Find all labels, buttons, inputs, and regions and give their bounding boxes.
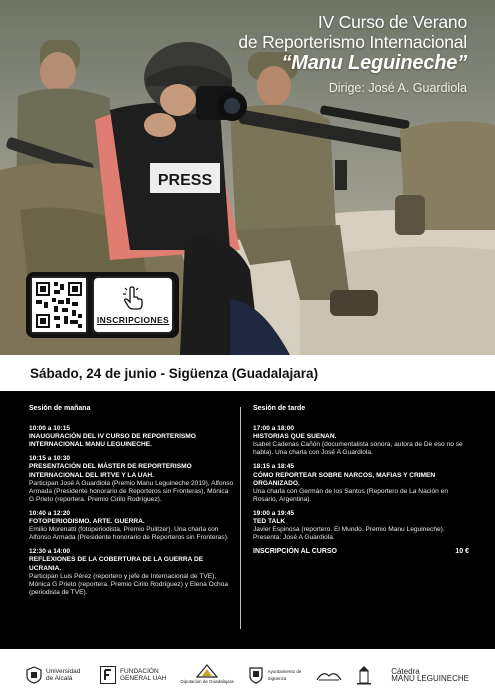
item-heading: INAUGURACIÓN DEL IV CURSO DE REPORTERISMO INTERNACIONAL MANU LEGUINECHE.: [29, 433, 196, 449]
logo-ayuntamiento-siguenza: [248, 666, 302, 684]
item-heading: PRESENTACIÓN DEL MÁSTER DE REPORTERISMO INTERNACIONAL DEL IRTVE Y LA UAH.: [29, 463, 192, 479]
item-time: 10:15 a 10:30: [29, 455, 71, 463]
program-section: [0, 391, 495, 649]
event-date-bar: [0, 355, 495, 391]
soldier-far-right: [395, 121, 495, 235]
item-description: Javier Espinosa (reportero. El Mundo. Premio Manu Leguineche). Presenta: José A Guardiola.: [253, 526, 445, 542]
item-heading: CÓMO REPORTEAR SOBRE NARCOS, MAFIAS Y CRIMEN ORGANIZADO.: [253, 471, 436, 487]
inscripciones-button[interactable]: [92, 276, 174, 334]
pointer-hand-icon: [122, 286, 144, 310]
program-item: [253, 510, 469, 542]
item-time: 12:30 a 14:00: [29, 548, 71, 556]
inscription-label: INSCRIPCIÓN AL CURSO: [253, 548, 338, 556]
item-heading: TED TALK: [253, 518, 286, 526]
afternoon-session: [253, 405, 469, 556]
logo-catedra-line1: Cátedra: [391, 666, 420, 676]
item-time: 18:15 a 18:45: [253, 463, 295, 471]
logo-universidad-alcala: [26, 666, 86, 684]
sponsor-mark-icon: [316, 668, 342, 682]
logo-fundacion-uah: [100, 666, 166, 684]
event-date-location: Sábado, 24 de junio - Sigüenza (Guadalajara): [30, 365, 319, 381]
course-title-line2: de Reporterismo Internacional: [238, 32, 467, 52]
diputacion-triangle-icon: [196, 664, 218, 678]
item-time: 19:00 a 19:45: [253, 509, 295, 517]
program-item: [253, 425, 469, 457]
item-description: Una charla con Germán de los Santos (Reportero de La Nación en Rosario, Argentina).: [253, 487, 448, 503]
university-crest-icon: [26, 666, 42, 684]
morning-session-title: Sesión de mañana: [29, 405, 91, 412]
program-item: [29, 455, 234, 504]
item-description: Participan José A Guardiola (Premio Manu Leguineche 2019), Alfonso Armada (Presidente honorario de Reporteros sin Fronteras), Mónica G Prieto (reportera. Premio Cirilo Rodríguez).: [29, 479, 234, 503]
inscripciones-label: INSCRIPCIONES: [96, 314, 170, 325]
logo-diputacion-guadalajara: [180, 664, 233, 685]
logo-sponsor-5: [316, 668, 342, 682]
item-time: 10:40 a 12:20: [29, 509, 71, 517]
item-heading: REFLEXIONES DE LA COBERTURA DE LA GUERRA DE UCRANIA.: [29, 556, 204, 572]
afternoon-session-title: Sesión de tarde: [253, 405, 306, 412]
qr-code[interactable]: [30, 276, 88, 334]
program-item: [29, 425, 234, 449]
qr-code-icon: [32, 278, 86, 332]
item-description: Emilio Morenatti (fotoperiodista, Premio Pulitzer). Una charla con Alfonso Armada (Presidente honorario de Reporteros sin Fronteras).: [29, 526, 229, 542]
logo-diputacion-text: Diputación de Guadalajara: [180, 679, 234, 684]
logo-catedra-line2: MANU LEGUINECHE: [391, 673, 469, 683]
item-time: 10:00 a 10:15: [29, 425, 71, 433]
item-heading: FOTOPERIODISMO. ARTE. GUERRA.: [29, 518, 145, 526]
logo-catedra-manu-leguineche: [391, 668, 469, 682]
logo-sponsor-6: [356, 665, 372, 685]
city-shield-icon: [248, 666, 264, 684]
inscription-price: 10 €: [455, 548, 469, 556]
logo-ayuntamiento-text: Ayuntamiento de Sigüenza: [267, 668, 302, 681]
course-director: Dirige: José A. Guardiola: [328, 81, 467, 95]
inscription-fee-row: [253, 548, 469, 556]
logo-fundacion-line2: GENERAL UAH: [120, 674, 167, 682]
tower-emblem-icon: [356, 665, 372, 685]
item-time: 17:00 a 18:00: [253, 425, 295, 433]
item-description: Isabel Cadenas Cañón (documentalista sonora, autora de De eso no se habla). Una charla con José A Guardiola.: [253, 441, 463, 457]
course-title-block: [238, 12, 467, 97]
program-item: [29, 510, 234, 542]
logo-fundacion-text: [120, 668, 166, 682]
course-honoree-name: “Manu Leguineche”: [281, 52, 467, 74]
fundacion-f-icon: [100, 666, 116, 684]
program-item: [29, 548, 234, 597]
vest-press-text: PRESS: [157, 172, 213, 189]
logo-uah-text: Universidad de Alcalá: [46, 667, 81, 682]
column-divider: [240, 407, 241, 629]
logo-fundacion-line1: FUNDACIÓN: [120, 667, 159, 675]
item-heading: HISTORIAS QUE SUENAN.: [253, 433, 337, 441]
sponsor-logos: [0, 649, 495, 700]
course-title-line1: IV Curso de Verano: [317, 12, 467, 32]
logo-catedra-text: [391, 668, 469, 682]
program-item: [253, 463, 469, 503]
item-description: Participan Luis Pérez (reportero y jefe de Internacional de TVE), Mónica G Prieto (reportera. Premio Cirilo Rodríguez) y Elena Ochoa (periodista de TVE).: [29, 572, 228, 596]
morning-session: [29, 405, 234, 603]
